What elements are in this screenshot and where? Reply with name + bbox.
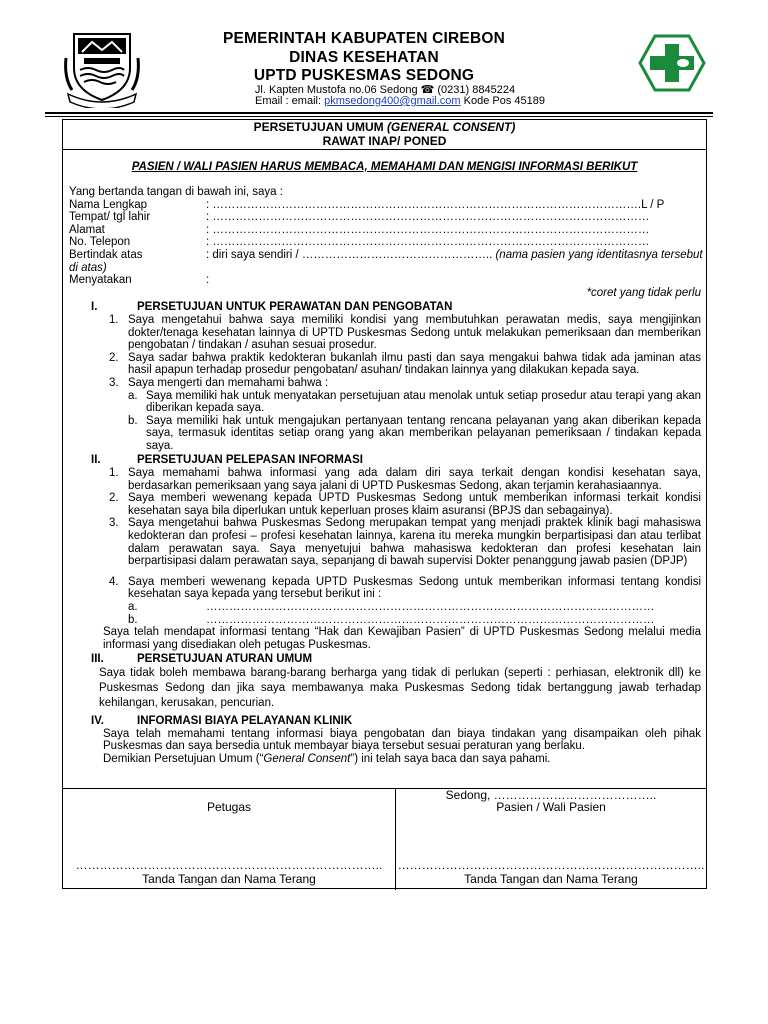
- header-rule-thick: [45, 112, 713, 114]
- form-content: [69, 186, 701, 765]
- form-title: PERSETUJUAN UMUM (GENERAL CONSENT) RAWAT INAP/ PONED: [63, 120, 706, 150]
- s2-item-1: 1. Saya memahami bahwa informasi yang ada dalam diri saya terkait dengan kondisi kesehatan saya, berdasarkan pemeriksaan yang saya jalani di UPTD Puskesmas Sedong, akan terjamin kerahasiaannya.: [109, 467, 701, 492]
- s4-closing: Demikian Persetujuan Umum (“General Consent”) ini telah saya baca dan saya pahami.: [103, 752, 551, 765]
- signature-patient: [396, 789, 706, 890]
- coret-note: *coret yang tidak perlu: [586, 286, 701, 299]
- field-telepon[interactable]: No. Telepon : ……………………………………………………………………………………………………: [69, 236, 650, 249]
- letterhead-line-1: PEMERINTAH KABUPATEN CIREBON: [222, 30, 506, 47]
- letterhead: [0, 0, 768, 118]
- field-menyatakan: Menyatakan :: [69, 274, 210, 287]
- consent-form: [62, 119, 707, 889]
- s1-sub-b: b. Saya memiliki hak untuk mengajukan pertanyaan tentang rencana pelayanan yang akan diberikan kepada saya, termasuk identitas setiap orang yang akan memberikan pelayanan pemeriksaan / tindakan kepada saya.: [128, 414, 701, 452]
- letterhead-line-3: UPTD PUSKESMAS SEDONG: [253, 67, 475, 84]
- s1-item-3: 3. Saya mengerti dan memahami bahwa :: [109, 376, 329, 389]
- patient-sign-line[interactable]: …………………………………………………………………..: [397, 858, 705, 872]
- officer-caption: Tanda Tangan dan Nama Terang: [142, 872, 316, 886]
- s1-sub-a: a. Saya memiliki hak untuk menyatakan persetujuan atau menolak untuk setiap prosedur atau terapi yang akan diberikan kepada saya.: [128, 389, 701, 415]
- signature-officer: [63, 789, 396, 890]
- s2-blank-a[interactable]: a. ………………………………………………………………………………………………………: [128, 601, 655, 613]
- field-alamat[interactable]: Alamat : ……………………………………………………………………………………………………: [69, 223, 650, 236]
- signature-area: [63, 788, 706, 890]
- section-2-heading: II. PERSETUJUAN PELEPASAN INFORMASI: [91, 454, 363, 467]
- s2-item-2: 2. Saya memberi wewenang kepada UPTD Puskesmas Sedong untuk memberikan informasi terkait kondisi kesehatan saya bila diperlukan untuk keperluan proses klaim asuransi (BPJS dan sebagainya).: [109, 492, 701, 517]
- section-3-heading: III. PERSETUJUAN ATURAN UMUM: [91, 653, 313, 666]
- email-line: Email : email: pkmsedong400@gmail.com Kode Pos 45189: [255, 95, 545, 107]
- patient-caption: Tanda Tangan dan Nama Terang: [464, 872, 638, 886]
- officer-sign-line[interactable]: …………………………………………………………………..: [75, 858, 383, 872]
- s2-blank-b[interactable]: b. ………………………………………………………………………………………………………: [128, 613, 655, 626]
- officer-title: Petugas: [206, 800, 252, 814]
- address: Jl. Kapten Mustofa no.06 Sedong ☎ (0231) 8845224: [254, 84, 516, 96]
- s1-item-1: 1. Saya mengetahui bahwa saya memiliki kondisi yang membutuhkan perawatan medis, saya mengijinkan dokter/tenaga kesehatan lainnya di UPTD Puskesmas Sedong untuk melakukan pemeriksaan dan memberikan pengobatan / tindakan / asuhan sesuai prosedur.: [109, 313, 701, 352]
- s4-paragraph: Saya telah memahami tentang informasi biaya pengobatan dan biaya tindakan yang disampaikan oleh pihak Puskesmas dan saya bersedia untuk membayar biaya tersebut sesuai peraturan yang berlaku.: [103, 727, 701, 753]
- field-bertindak[interactable]: Bertindak atas : diri saya sendiri / ………………………………………….. (nama pasien yang identitasnya tersebut: [69, 248, 703, 261]
- field-ttl[interactable]: Tempat/ tgl lahir : ……………………………………………………………………………………………………: [69, 211, 650, 224]
- section-1-heading: I. PERSETUJUAN UNTUK PERAWATAN DAN PENGOBATAN: [91, 301, 453, 314]
- s2-item-4: 4. Saya memberi wewenang kepada UPTD Puskesmas Sedong untuk memberikan informasi tentang kondisi kesehatan saya kepada yang tersebut berikut ini :: [109, 575, 701, 601]
- letterhead-line-2: DINAS KESEHATAN: [289, 49, 439, 66]
- s3-paragraph: Saya tidak boleh membawa barang-barang berharga yang tidak di perlukan (seperti : perhiasan, elektronik dll) ke Puskesmas Sedong dan jika saya membawanya maka Puskesmas Sedong tidak bertanggung jawab terhadap kehilangan, kerusakan, pencurian.: [99, 666, 701, 709]
- s1-item-2: 2. Saya sadar bahwa praktik kedokteran bukanlah ilmu pasti dan saya mengakui bahwa tidak ada jaminan atas hasil apapun terhadap prosedur pengobatan/ asuhan/ tindakan lainnya yang dilakukan kepada saya.: [109, 351, 701, 377]
- patient-title: Pasien / Wali Pasien: [496, 800, 606, 814]
- s2-item-3: 3. Saya mengetahui bahwa Puskesmas Sedong merupakan tempat yang menjadi praktek klinik bagi mahasiswa kedokteran dan profesi – profesi kesehatan lainnya, karena itu mereka mungkin berpartisipasi dan atau terlibat dalam perawatan saya. Saya menyetujui bahwa mahasiswa kedokteran dan profesi kesehatan lain berpartisipasi dalam perawatan saya, sepanjang di bawah supervisi Dokter penanggung jawab pasien (DPJP): [109, 517, 701, 568]
- form-subtitle: PASIEN / WALI PASIEN HARUS MEMBACA, MEMAHAMI DAN MENGISI INFORMASI BERIKUT: [131, 161, 638, 173]
- intro-text: Yang bertanda tangan di bawah ini, saya :: [69, 186, 283, 198]
- sign-place-date[interactable]: Sedong, …………………………………..: [445, 788, 657, 802]
- email-link[interactable]: pkmsedong400@gmail.com: [324, 95, 461, 107]
- field-nama[interactable]: Nama Lengkap : ………………………………………………………………………………………………….L / P: [69, 198, 665, 211]
- header-rule-thin: [45, 116, 713, 117]
- s2-paragraph: Saya telah mendapat informasi tentang “Hak dan Kewajiban Pasien” di UPTD Puskesmas Sedong melalui media informasi yang disediakan oleh petugas Puskesmas.: [103, 626, 701, 651]
- bertindak-note-cont: di atas): [69, 261, 107, 274]
- puskesmas-logo-icon: [638, 34, 706, 92]
- section-4-heading: IV. INFORMASI BIAYA PELAYANAN KLINIK: [91, 714, 353, 727]
